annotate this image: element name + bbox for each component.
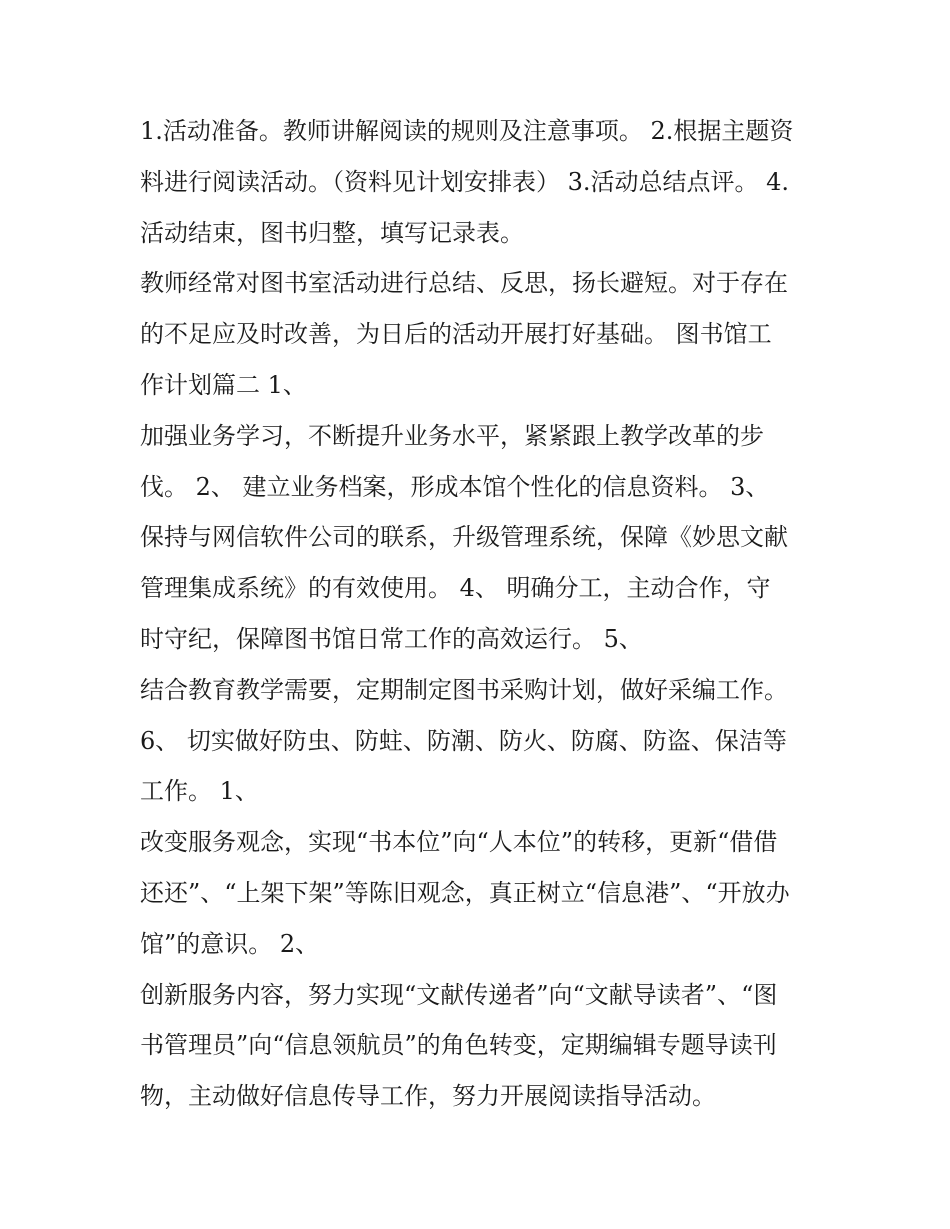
text-line: 改变服务观念，实现“书本位”向“人本位”的转移，更新“借借: [140, 828, 778, 857]
document-body: [140, 108, 820, 1124]
text-line: 还还”、“上架下架”等陈旧观念，真正树立“信息港”、“开放办: [140, 878, 790, 907]
text-line: 馆”的意识。 2、: [140, 929, 320, 958]
text-line: 结合教育教学需要，定期制定图书采购计划，做好采编工作。: [140, 675, 788, 704]
text-line: 1.活动准备。教师讲解阅读的规则及注意事项。 2.根据主题资: [140, 117, 794, 145]
text-line: 加强业务学习，不断提升业务水平，紧紧跟上教学改革的步: [140, 421, 764, 450]
text-line: 作计划篇二 1、: [140, 370, 307, 399]
text-line: 管理集成系统》的有效使用。 4、 明确分工，主动合作，守: [140, 574, 771, 603]
text-line: 的不足应及时改善，为日后的活动开展打好基础。 图书馆工: [140, 320, 772, 349]
text-line: 料进行阅读活动。（资料见计划安排表） 3.活动总结点评。 4.: [140, 167, 790, 196]
text-line: 书管理员”向“信息领航员”的角色转变，定期编辑专题导读刊: [140, 1031, 777, 1060]
text-line: 伐。 2、 建立业务档案，形成本馆个性化的信息资料。 3、: [140, 472, 770, 501]
text-line: 工作。 1、: [140, 777, 259, 806]
text-line: 活动结束，图书归整，填写记录表。: [140, 218, 524, 247]
text-line: 物，主动做好信息传导工作，努力开展阅读指导活动。: [140, 1082, 716, 1111]
text-line: 创新服务内容，努力实现“文献传递者”向“文献导读者”、“图: [140, 980, 778, 1009]
text-line: 教师经常对图书室活动进行总结、反思，扬长避短。对于存在: [140, 269, 788, 298]
text-line: 保持与网信软件公司的联系，升级管理系统，保障《妙思文献: [140, 523, 788, 552]
text-line: 6、 切实做好防虫、防蛀、防潮、防火、防腐、防盗、保洁等: [140, 726, 787, 755]
text-line: 时守纪，保障图书馆日常工作的高效运行。 5、: [140, 624, 643, 653]
